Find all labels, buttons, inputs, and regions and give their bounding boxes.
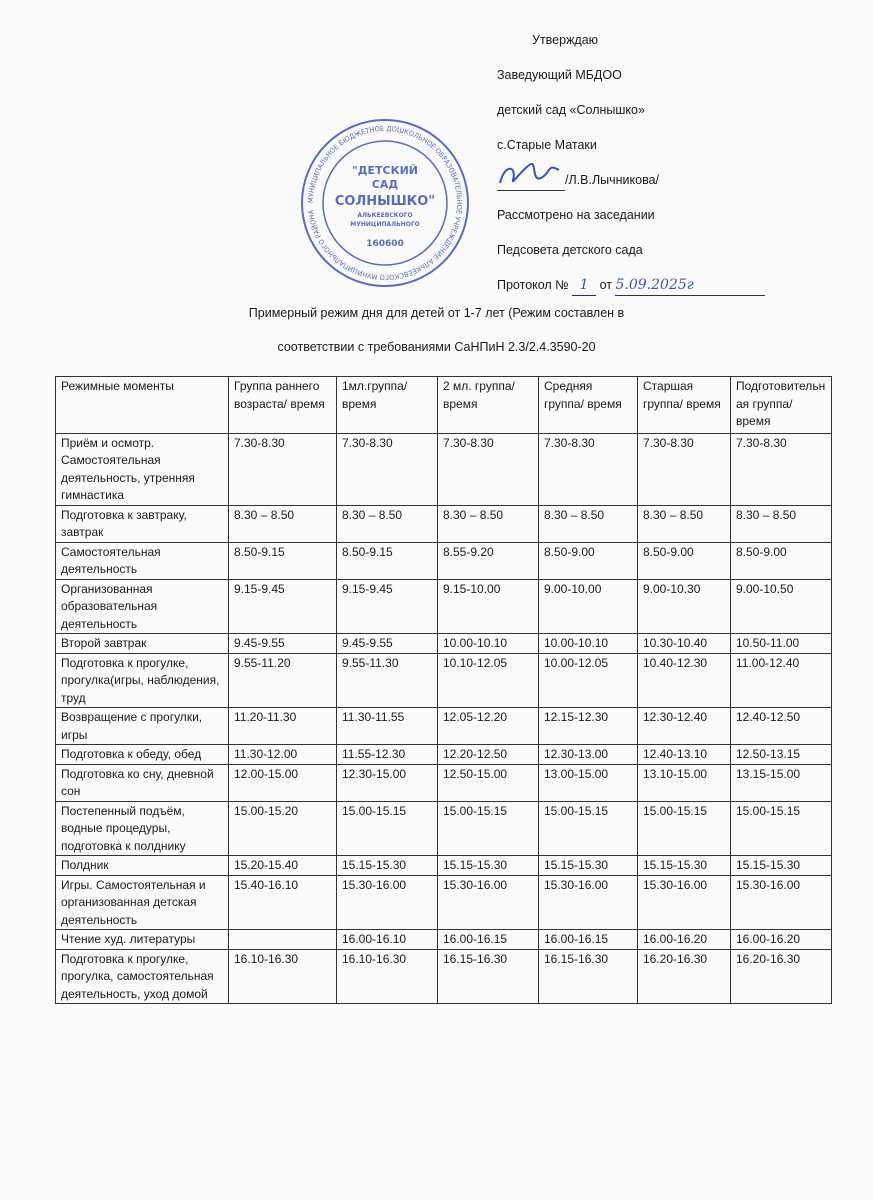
time-cell: 9.45-9.55 bbox=[229, 634, 337, 654]
time-cell: 15.15-15.30 bbox=[438, 856, 539, 876]
time-cell: 16.00-16.15 bbox=[438, 930, 539, 950]
time-cell: 7.30-8.30 bbox=[438, 433, 539, 505]
stamp-line-3: СОЛНЫШКО" bbox=[334, 194, 436, 209]
time-cell: 7.30-8.30 bbox=[539, 433, 638, 505]
activity-cell: Организованная образовательная деятельность bbox=[56, 579, 229, 634]
time-cell: 15.00-15.20 bbox=[229, 801, 337, 856]
table-row bbox=[56, 856, 832, 876]
council-text: Педсовета детского сада bbox=[497, 243, 643, 257]
column-header: Режимные моменты bbox=[56, 377, 229, 434]
time-cell: 8.50-9.00 bbox=[731, 542, 832, 579]
head-title: Заведующий МБДОО bbox=[497, 68, 622, 82]
time-cell: 10.50-11.00 bbox=[731, 634, 832, 654]
time-cell: 15.40-16.10 bbox=[229, 875, 337, 930]
time-cell: 15.00-15.15 bbox=[731, 801, 832, 856]
column-header: 2 мл. группа/ время bbox=[438, 377, 539, 434]
time-cell: 9.15-9.45 bbox=[229, 579, 337, 634]
time-cell: 16.20-16.30 bbox=[731, 949, 832, 1004]
column-header: Старшая группа/ время bbox=[638, 377, 731, 434]
activity-cell: Подготовка к прогулке, прогулка, самостоятельная деятельность, уход домой bbox=[56, 949, 229, 1004]
time-cell: 11.55-12.30 bbox=[337, 745, 438, 765]
activity-cell: Второй завтрак bbox=[56, 634, 229, 654]
organization-stamp bbox=[300, 118, 470, 288]
activity-cell: Приём и осмотр. Самостоятельная деятельность, утренняя гимнастика bbox=[56, 433, 229, 505]
time-cell: 15.00-15.15 bbox=[438, 801, 539, 856]
time-cell: 16.00-16.20 bbox=[638, 930, 731, 950]
from-label: от bbox=[599, 278, 612, 292]
activity-cell: Подготовка ко сну, дневной сон bbox=[56, 764, 229, 801]
time-cell: 8.50-9.00 bbox=[539, 542, 638, 579]
time-cell: 15.30-16.00 bbox=[539, 875, 638, 930]
time-cell: 8.30 – 8.50 bbox=[229, 505, 337, 542]
time-cell: 15.30-16.00 bbox=[438, 875, 539, 930]
signature-name: /Л.В.Лычникова/ bbox=[565, 173, 660, 187]
time-cell: 15.00-15.15 bbox=[337, 801, 438, 856]
stamp-ring-text: МУНИЦИПАЛЬНОЕ БЮДЖЕТНОЕ ДОШКОЛЬНОЕ ОБРАЗОВАТЕЛЬНОЕ УЧРЕЖДЕНИЕ АЛЬКЕЕВСКОГО МУНИЦИПАЛЬНОГО РАЙОНА bbox=[306, 124, 464, 282]
time-cell: 15.15-15.30 bbox=[337, 856, 438, 876]
time-cell: 9.15-9.45 bbox=[337, 579, 438, 634]
time-cell: 7.30-8.30 bbox=[638, 433, 731, 505]
table-row bbox=[56, 542, 832, 579]
time-cell: 10.00-10.10 bbox=[539, 634, 638, 654]
time-cell: 15.30-16.00 bbox=[337, 875, 438, 930]
village-name: с.Старые Матаки bbox=[497, 138, 597, 152]
time-cell: 12.20-12.50 bbox=[438, 745, 539, 765]
table-row bbox=[56, 433, 832, 505]
activity-cell: Возвращение с прогулки, игры bbox=[56, 708, 229, 745]
time-cell: 10.00-10.10 bbox=[438, 634, 539, 654]
time-cell: 9.00-10.30 bbox=[638, 579, 731, 634]
activity-cell: Самостоятельная деятельность bbox=[56, 542, 229, 579]
time-cell: 15.00-15.15 bbox=[539, 801, 638, 856]
time-cell: 12.30-12.40 bbox=[638, 708, 731, 745]
time-cell: 13.10-15.00 bbox=[638, 764, 731, 801]
time-cell: 12.50-15.00 bbox=[438, 764, 539, 801]
time-cell: 16.20-16.30 bbox=[638, 949, 731, 1004]
time-cell: 10.40-12.30 bbox=[638, 653, 731, 708]
time-cell: 16.15-16.30 bbox=[539, 949, 638, 1004]
time-cell: 16.10-16.30 bbox=[337, 949, 438, 1004]
stamp-line-5: МУНИЦИПАЛЬНОГО bbox=[350, 221, 420, 228]
reviewed-text: Рассмотрено на заседании bbox=[497, 208, 655, 222]
table-row bbox=[56, 634, 832, 654]
time-cell: 10.10-12.05 bbox=[438, 653, 539, 708]
activity-cell: Подготовка к завтраку, завтрак bbox=[56, 505, 229, 542]
time-cell: 11.30-11.55 bbox=[337, 708, 438, 745]
time-cell: 7.30-8.30 bbox=[731, 433, 832, 505]
table-row bbox=[56, 875, 832, 930]
time-cell: 12.00-15.00 bbox=[229, 764, 337, 801]
table-header-row bbox=[56, 377, 832, 434]
column-header: Подготовительная группа/ время bbox=[731, 377, 832, 434]
time-cell: 15.00-15.15 bbox=[638, 801, 731, 856]
activity-cell: Чтение худ. литературы bbox=[56, 930, 229, 950]
activity-cell: Игры. Самостоятельная и организованная детская деятельность bbox=[56, 875, 229, 930]
time-cell: 15.15-15.30 bbox=[638, 856, 731, 876]
table-row bbox=[56, 764, 832, 801]
time-cell: 16.10-16.30 bbox=[229, 949, 337, 1004]
time-cell: 8.30 – 8.50 bbox=[539, 505, 638, 542]
time-cell: 15.20-15.40 bbox=[229, 856, 337, 876]
doc-title-line-2: соответствии с требованиями СаНПиН 2.3/2.4.3590-20 bbox=[277, 340, 596, 354]
time-cell: 8.50-9.00 bbox=[638, 542, 731, 579]
time-cell: 15.30-16.00 bbox=[731, 875, 832, 930]
time-cell: 9.55-11.30 bbox=[337, 653, 438, 708]
column-header: Средняя группа/ время bbox=[539, 377, 638, 434]
table-row bbox=[56, 653, 832, 708]
time-cell: 9.00-10.50 bbox=[731, 579, 832, 634]
table-row bbox=[56, 949, 832, 1004]
time-cell: 11.20-11.30 bbox=[229, 708, 337, 745]
time-cell: 10.00-12.05 bbox=[539, 653, 638, 708]
time-cell: 13.00-15.00 bbox=[539, 764, 638, 801]
time-cell: 9.45-9.55 bbox=[337, 634, 438, 654]
table-row bbox=[56, 708, 832, 745]
time-cell: 16.00-16.10 bbox=[337, 930, 438, 950]
stamp-line-1: "ДЕТСКИЙ bbox=[351, 164, 419, 177]
time-cell: 15.15-15.30 bbox=[731, 856, 832, 876]
time-cell: 12.05-12.20 bbox=[438, 708, 539, 745]
time-cell: 10.30-10.40 bbox=[638, 634, 731, 654]
time-cell: 12.40-13.10 bbox=[638, 745, 731, 765]
table-row bbox=[56, 579, 832, 634]
time-cell: 12.50-13.15 bbox=[731, 745, 832, 765]
time-cell bbox=[229, 930, 337, 950]
org-name: детский сад «Солнышко» bbox=[497, 103, 645, 117]
activity-cell: Подготовка к обеду, обед bbox=[56, 745, 229, 765]
time-cell: 11.30-12.00 bbox=[229, 745, 337, 765]
table-row bbox=[56, 930, 832, 950]
table-row bbox=[56, 745, 832, 765]
time-cell: 15.15-15.30 bbox=[539, 856, 638, 876]
time-cell: 7.30-8.30 bbox=[229, 433, 337, 505]
time-cell: 9.00-10.00 bbox=[539, 579, 638, 634]
schedule-table bbox=[55, 376, 832, 1004]
time-cell: 8.30 – 8.50 bbox=[438, 505, 539, 542]
time-cell: 7.30-8.30 bbox=[337, 433, 438, 505]
time-cell: 9.15-10.00 bbox=[438, 579, 539, 634]
time-cell: 16.00-16.15 bbox=[539, 930, 638, 950]
protocol-line bbox=[497, 275, 765, 310]
doc-title-line-1: Примерный режим дня для детей от 1-7 лет (Режим составлен в bbox=[248, 306, 625, 320]
time-cell: 15.30-16.00 bbox=[638, 875, 731, 930]
activity-cell: Подготовка к прогулке, прогулка(игры, наблюдения, труд bbox=[56, 653, 229, 708]
protocol-number: 1 bbox=[572, 275, 596, 296]
time-cell: 8.30 – 8.50 bbox=[731, 505, 832, 542]
column-header: 1мл.группа/ время bbox=[337, 377, 438, 434]
time-cell: 16.00-16.20 bbox=[731, 930, 832, 950]
column-header: Группа раннего возраста/ время bbox=[229, 377, 337, 434]
time-cell: 12.30-13.00 bbox=[539, 745, 638, 765]
activity-cell: Постепенный подъём, водные процедуры, подготовка к полднику bbox=[56, 801, 229, 856]
table-row bbox=[56, 801, 832, 856]
protocol-date: 5.09.2025г bbox=[615, 275, 765, 296]
time-cell: 8.50-9.15 bbox=[337, 542, 438, 579]
time-cell: 13.15-15.00 bbox=[731, 764, 832, 801]
time-cell: 12.15-12.30 bbox=[539, 708, 638, 745]
activity-cell: Полдник bbox=[56, 856, 229, 876]
time-cell: 16.15-16.30 bbox=[438, 949, 539, 1004]
time-cell: 12.30-15.00 bbox=[337, 764, 438, 801]
time-cell: 9.55-11.20 bbox=[229, 653, 337, 708]
approve-label: Утверждаю bbox=[532, 33, 599, 47]
time-cell: 8.30 – 8.50 bbox=[337, 505, 438, 542]
signature-scribble bbox=[497, 158, 567, 188]
stamp-index: 160600 bbox=[366, 239, 404, 249]
time-cell: 11.00-12.40 bbox=[731, 653, 832, 708]
time-cell: 8.30 – 8.50 bbox=[638, 505, 731, 542]
stamp-line-2: САД bbox=[371, 178, 399, 191]
time-cell: 8.55-9.20 bbox=[438, 542, 539, 579]
time-cell: 8.50-9.15 bbox=[229, 542, 337, 579]
table-row bbox=[56, 505, 832, 542]
stamp-line-4: АЛЬКЕЕВСКОГО bbox=[357, 212, 413, 219]
protocol-label: Протокол № bbox=[497, 278, 569, 292]
time-cell: 12.40-12.50 bbox=[731, 708, 832, 745]
